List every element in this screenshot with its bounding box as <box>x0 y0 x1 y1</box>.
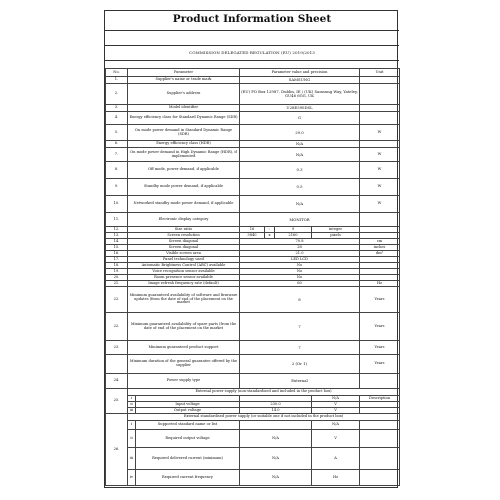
value-cell: No <box>240 269 360 275</box>
table-row <box>106 141 400 148</box>
unit-cell: W <box>360 196 400 213</box>
parameter-cell: Screen resolution <box>128 233 240 239</box>
value-cell: N/A <box>240 141 360 148</box>
value-cell: G <box>240 112 360 125</box>
value-cell: 2 (Or 1) <box>240 355 360 374</box>
row-number: 24. <box>106 374 128 389</box>
regulation-divider <box>105 60 399 61</box>
parameter-cell: Image refresh frequency rate (default) <box>128 281 240 287</box>
parameter-cell: Minimum guaranteed product support <box>128 341 240 355</box>
unit-cell: V <box>312 430 360 448</box>
table-row <box>106 84 400 105</box>
value-cell: (EU) PO Box 12987, Dublin, IE / (UK) Samsung Way, Yateley, GU46 6GG, UK <box>240 84 360 105</box>
row-number: 12. <box>106 227 128 233</box>
table-row <box>106 421 400 430</box>
sub-index: iii <box>128 408 136 414</box>
ratio-width: 16 <box>240 227 265 233</box>
parameter-cell: Supported standard name or list <box>136 421 240 430</box>
parameter-cell: Supplier's name or trade mark <box>128 77 240 84</box>
resolution-width: 3840 <box>240 233 265 239</box>
description-cell: Description <box>360 396 400 402</box>
row-number: 5. <box>106 125 128 141</box>
row-number: 7. <box>106 148 128 162</box>
table-row <box>106 196 400 213</box>
parameter-cell: Supplier's address <box>128 84 240 105</box>
unit-cell: pixels <box>312 233 360 239</box>
value-cell: 21.0 <box>240 251 360 257</box>
parameter-cell: Networked standby mode power demand, if applicable <box>128 196 240 213</box>
parameter-cell: Required delivered current (minimum) <box>136 448 240 470</box>
sub-index: ii <box>128 402 136 408</box>
row-number: 10. <box>106 196 128 213</box>
table-row <box>106 148 400 162</box>
value-cell: 8 <box>240 287 360 313</box>
value-cell: No <box>240 263 360 269</box>
parameter-cell: Size ratio <box>128 227 240 233</box>
row-number: 15. <box>106 245 128 251</box>
parameter-cell: Minimum guaranteed availability of spare parts (from the date of end of the placement on the market <box>128 313 240 341</box>
parameter-cell: On mode power demand in Standard Dynamic Range (SDR) <box>128 125 240 141</box>
row-number: 26. <box>106 414 128 486</box>
unit-cell: integer <box>312 227 360 233</box>
regulation-title: COMMISSION DELEGATED REGULATION (EU) 2019/2013 <box>189 50 315 55</box>
table-row <box>106 112 400 125</box>
table-header-row <box>106 69 400 77</box>
description-cell <box>360 448 400 470</box>
table-row <box>106 179 400 196</box>
parameter-cell: Screen diagonal <box>128 239 240 245</box>
unit-cell <box>360 84 400 105</box>
parameter-cell: On mode power demand in High Dynamic Range (HDR), if implemented <box>128 148 240 162</box>
value-cell: SAMSUNG <box>240 77 360 84</box>
parameter-cell: Model identifier <box>128 105 240 112</box>
standardised-power-supply-heading-row <box>106 414 400 421</box>
row-number: 17. <box>106 257 128 263</box>
value-cell: U28E590DSL <box>240 105 360 112</box>
value-cell: External <box>240 374 360 389</box>
row-number: 13. <box>106 233 128 239</box>
description-cell <box>360 470 400 486</box>
value-cell: 230.0 <box>240 402 312 408</box>
parameter-cell: Energy efficiency class (HDR) <box>128 141 240 148</box>
information-table <box>105 68 400 486</box>
unit-cell: Years <box>360 287 400 313</box>
unit-cell: W <box>360 179 400 196</box>
resolution-separator: x <box>265 233 275 239</box>
parameter-cell: Required output voltage <box>136 430 240 448</box>
row-number: 19. <box>106 269 128 275</box>
parameter-cell: Power supply type <box>128 374 240 389</box>
table-row <box>106 105 400 112</box>
parameter-cell: Minimum duration of the general guarantee offered by the supplier <box>128 355 240 374</box>
row-number: 14. <box>106 239 128 245</box>
value-cell <box>240 421 312 430</box>
table-row <box>106 470 400 486</box>
sub-index: iii <box>128 448 136 470</box>
row-number: 16. <box>106 251 128 257</box>
parameter-cell: Room presence sensor available <box>128 275 240 281</box>
table-row <box>106 213 400 227</box>
row-number: 11. <box>106 213 128 227</box>
value-cell: LED LCD <box>240 257 360 263</box>
unit-cell: Years <box>360 341 400 355</box>
sheet-title: Product Information Sheet <box>172 13 332 25</box>
parameter-cell: Visible screen area <box>128 251 240 257</box>
row-number: 21. <box>106 281 128 287</box>
unit-cell: A <box>312 448 360 470</box>
parameter-cell: Panel technology used <box>128 257 240 263</box>
section-heading: External power supply (non-standardised and included in the product box) <box>128 389 400 396</box>
table-row <box>106 162 400 179</box>
header-value: Parameter value and precision <box>240 69 360 77</box>
unit-cell: W <box>360 162 400 179</box>
parameter-cell: Energy efficiency class for Standard Dynamic Range (SDR) <box>128 112 240 125</box>
value-cell: 0.3 <box>240 162 360 179</box>
row-number: 6. <box>106 141 128 148</box>
unit-cell: V <box>312 408 360 414</box>
ratio-height: 9 <box>275 227 312 233</box>
table-row <box>106 125 400 141</box>
header-no: No. <box>106 69 128 77</box>
description-cell <box>360 430 400 448</box>
unit-cell: Hz <box>312 470 360 486</box>
title-divider <box>105 30 399 31</box>
parameter-cell: Screen diagonal <box>128 245 240 251</box>
value-cell: N/A <box>240 148 360 162</box>
row-number: 2. <box>106 84 128 105</box>
section-heading: External standardised power supply (or suitable one if not included in the product box) <box>128 414 400 421</box>
row-number: 9. <box>106 179 128 196</box>
parameter-cell: Input voltage <box>136 402 240 408</box>
product-information-sheet <box>104 10 398 488</box>
unit-cell: W <box>360 148 400 162</box>
parameter-cell: Output voltage <box>136 408 240 414</box>
value-cell: 7 <box>240 313 360 341</box>
unit-cell <box>360 213 400 227</box>
table-row <box>106 313 400 341</box>
sub-index: i <box>128 396 136 402</box>
sub-index: iv <box>128 470 136 486</box>
value-cell: N/A <box>240 196 360 213</box>
value-cell: MONITOR <box>240 213 360 227</box>
row-number: 18. <box>106 263 128 269</box>
value-cell: 0.5 <box>240 179 360 196</box>
value-cell: 60 <box>240 281 360 287</box>
sub-index: ii <box>128 430 136 448</box>
unit-cell: cm <box>360 239 400 245</box>
header-unit: Unit <box>360 69 400 77</box>
table-row <box>106 77 400 84</box>
ratio-separator: : <box>265 227 275 233</box>
unit-cell <box>360 112 400 125</box>
row-number: 20. <box>106 275 128 281</box>
row-number: 8. <box>106 162 128 179</box>
header-divider <box>105 45 399 46</box>
value-cell: 7 <box>240 341 360 355</box>
parameter-cell: Voice recognition sensor available <box>128 269 240 275</box>
value-cell: N/A <box>240 448 312 470</box>
external-power-supply-heading-row <box>106 389 400 396</box>
unit-cell: dm² <box>360 251 400 257</box>
row-number: 25. <box>106 389 128 414</box>
row-number: 3. <box>106 105 128 112</box>
sub-index: i <box>128 421 136 430</box>
value-cell: No <box>240 275 360 281</box>
row-number: 22. <box>106 287 128 313</box>
table-row <box>106 355 400 374</box>
value-cell: N/A <box>240 430 312 448</box>
value-cell: 29.0 <box>240 125 360 141</box>
unit-cell <box>360 105 400 112</box>
parameter-cell: Electronic display category <box>128 213 240 227</box>
description-cell <box>360 421 400 430</box>
row-number <box>106 355 128 374</box>
unit-cell: V <box>312 402 360 408</box>
unit-cell: W <box>360 125 400 141</box>
parameter-cell: Off mode, power demand, if applicable <box>128 162 240 179</box>
unit-cell <box>360 141 400 148</box>
table-row <box>106 287 400 313</box>
parameter-cell: Standby mode power demand, if applicable <box>128 179 240 196</box>
value-cell: 14.0 <box>240 408 312 414</box>
value-cell: 70.8 <box>240 239 360 245</box>
unit-cell: Hz <box>360 281 400 287</box>
header-parameter: Parameter <box>128 69 240 77</box>
unit-cell <box>360 77 400 84</box>
unit-cell: Years <box>360 355 400 374</box>
parameter-cell: Minimum guaranteed availability of software and firmware updates (from the date of end of the placement on the market <box>128 287 240 313</box>
unit-cell: N/A <box>312 396 360 402</box>
row-number: 22. <box>106 313 128 341</box>
unit-cell <box>360 374 400 389</box>
row-number: 1. <box>106 77 128 84</box>
unit-cell: Years <box>360 313 400 341</box>
resolution-height: 2160 <box>275 233 312 239</box>
table-row <box>106 341 400 355</box>
value-cell: N/A <box>240 470 312 486</box>
table-row <box>106 374 400 389</box>
row-number: 23. <box>106 341 128 355</box>
table-row <box>106 430 400 448</box>
parameter-cell: Automatic Brightness Control (ABC) available <box>128 263 240 269</box>
unit-cell: inches <box>360 245 400 251</box>
value-cell: 28 <box>240 245 360 251</box>
unit-cell: N/A <box>312 421 360 430</box>
parameter-cell: Required current frequency <box>136 470 240 486</box>
row-number: 4. <box>106 112 128 125</box>
table-row <box>106 448 400 470</box>
